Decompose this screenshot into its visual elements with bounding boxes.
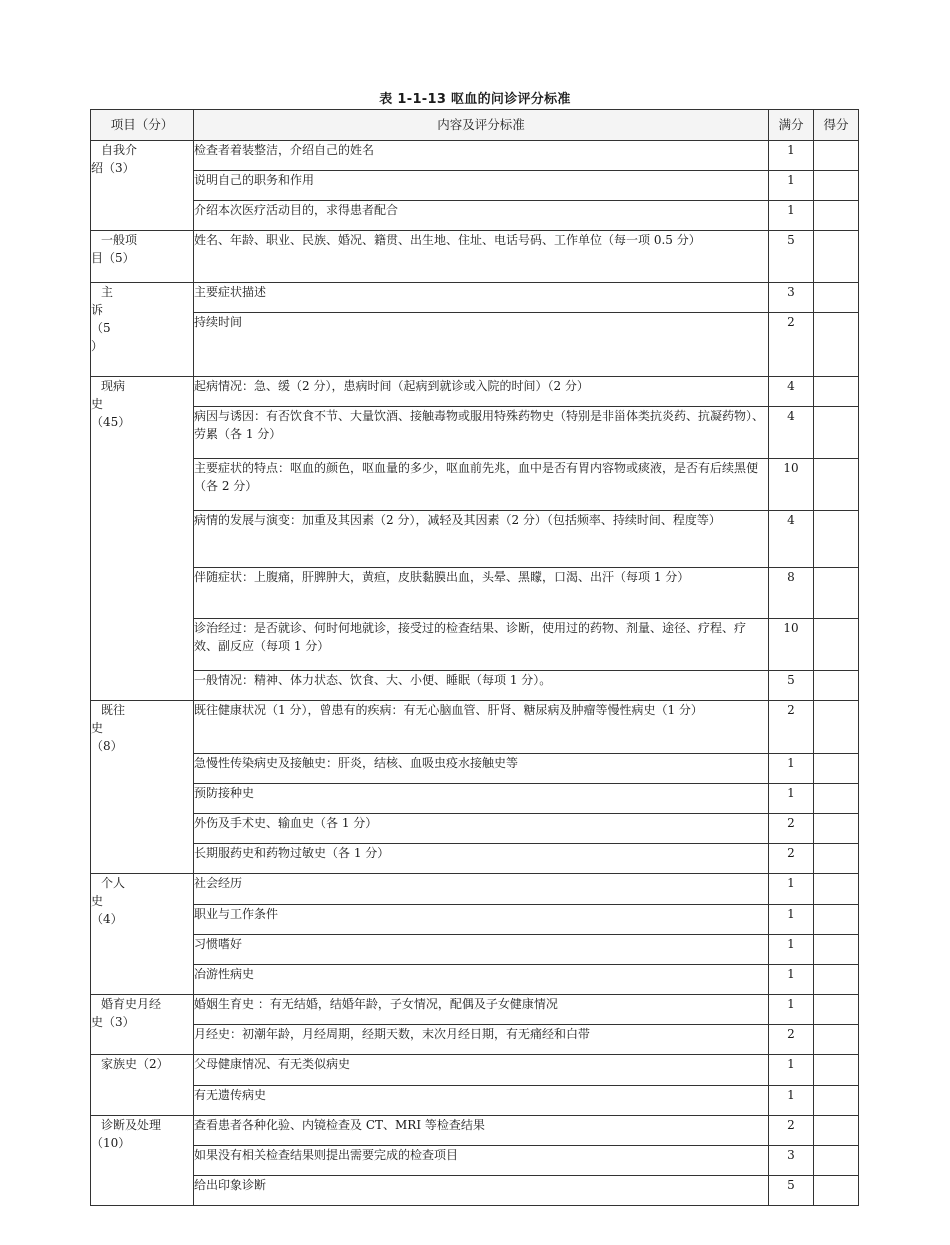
criterion-cell	[194, 283, 769, 313]
full-score-cell: 2	[769, 1025, 814, 1055]
obtained-score-cell[interactable]	[814, 701, 859, 754]
criterion-cell	[194, 407, 769, 459]
obtained-score-cell[interactable]	[814, 1176, 859, 1206]
obtained-score-cell[interactable]	[814, 201, 859, 231]
section-name-cell	[91, 377, 194, 701]
header-full-score: 满分	[769, 110, 814, 141]
table-row	[91, 814, 859, 844]
scoring-table	[90, 109, 859, 1206]
obtained-score-cell[interactable]	[814, 568, 859, 619]
obtained-score-cell[interactable]	[814, 377, 859, 407]
criterion-cell	[194, 459, 769, 511]
obtained-score-cell[interactable]	[814, 407, 859, 459]
criterion-text: 检查者着装整洁，介绍自己的姓名	[194, 143, 375, 157]
table-row	[91, 905, 859, 935]
section-name: 个人 史 （4）	[91, 876, 126, 926]
criterion-cell	[194, 844, 769, 874]
obtained-score-cell[interactable]	[814, 141, 859, 171]
criterion-cell	[194, 814, 769, 844]
full-score-cell: 3	[769, 283, 814, 313]
table-row	[91, 671, 859, 701]
table-row	[91, 1025, 859, 1055]
criterion-text: 伴随症状：上腹痛，肝脾肿大，黄疸，皮肤黏膜出血，头晕、黑矇，口渴、出汗（每项 1 分）	[194, 570, 690, 584]
criterion-cell	[194, 784, 769, 814]
section-name-cell	[91, 995, 194, 1055]
criterion-cell	[194, 171, 769, 201]
criterion-cell	[194, 905, 769, 935]
criterion-cell	[194, 1086, 769, 1116]
obtained-score-cell[interactable]	[814, 1086, 859, 1116]
table-row	[91, 511, 859, 568]
criterion-cell	[194, 1116, 769, 1146]
obtained-score-cell[interactable]	[814, 1116, 859, 1146]
table-title: 表 1-1-13 呕血的问诊评分标准	[379, 92, 571, 107]
full-score-cell: 4	[769, 377, 814, 407]
full-score-cell: 3	[769, 1146, 814, 1176]
obtained-score-cell[interactable]	[814, 511, 859, 568]
criterion-text: 如果没有相关检查结果则提出需要完成的检查项目	[194, 1148, 459, 1162]
criterion-cell	[194, 141, 769, 171]
full-score-cell: 1	[769, 935, 814, 965]
criterion-text: 有无遗传病史	[194, 1088, 267, 1102]
table-row	[91, 874, 859, 905]
criterion-cell	[194, 1146, 769, 1176]
criterion-cell	[194, 377, 769, 407]
criterion-text: 一般情况：精神、体力状态、饮食、大、小便、睡眠（每项 1 分）。	[194, 673, 552, 687]
obtained-score-cell[interactable]	[814, 814, 859, 844]
full-score-cell: 1	[769, 754, 814, 784]
criterion-text: 病情的发展与演变：加重及其因素（2 分），减轻及其因素（2 分）（包括频率、持续时间、程度等）	[194, 513, 721, 527]
criterion-cell	[194, 568, 769, 619]
full-score-cell: 8	[769, 568, 814, 619]
criterion-text: 父母健康情况、有无类似病史	[194, 1057, 351, 1071]
table-body	[91, 141, 859, 1206]
obtained-score-cell[interactable]	[814, 754, 859, 784]
section-name-cell	[91, 1055, 194, 1116]
criterion-text: 预防接种史	[194, 786, 255, 800]
full-score-cell: 5	[769, 1176, 814, 1206]
full-score-cell: 1	[769, 905, 814, 935]
table-row	[91, 407, 859, 459]
criterion-text: 主要症状描述	[194, 285, 267, 299]
criterion-text: 诊治经过：是否就诊、何时何地就诊，接受过的检查结果、诊断，使用过的药物、剂量、途径、疗程、疗效、副反应（每项 1 分）	[194, 621, 747, 653]
table-row	[91, 171, 859, 201]
criterion-text: 习惯嗜好	[194, 937, 243, 951]
section-name-cell	[91, 701, 194, 874]
criterion-text: 起病情况：急、缓（2 分），患病时间（起病到就诊或入院的时间）（2 分）	[194, 379, 589, 393]
table-row	[91, 1116, 859, 1146]
header-content: 内容及评分标准	[194, 110, 769, 141]
obtained-score-cell[interactable]	[814, 965, 859, 995]
table-row	[91, 313, 859, 377]
table-row	[91, 377, 859, 407]
table-row	[91, 1055, 859, 1086]
full-score-cell: 2	[769, 1116, 814, 1146]
section-name: 主 诉 （5 ）	[91, 285, 114, 353]
obtained-score-cell[interactable]	[814, 671, 859, 701]
table-row	[91, 754, 859, 784]
criterion-text: 职业与工作条件	[194, 907, 279, 921]
header-obtained-score: 得分	[814, 110, 859, 141]
obtained-score-cell[interactable]	[814, 905, 859, 935]
obtained-score-cell[interactable]	[814, 313, 859, 377]
criterion-cell	[194, 1055, 769, 1086]
criterion-cell	[194, 754, 769, 784]
full-score-cell: 10	[769, 619, 814, 671]
obtained-score-cell[interactable]	[814, 784, 859, 814]
full-score-cell: 10	[769, 459, 814, 511]
table-row	[91, 784, 859, 814]
criterion-text: 给出印象诊断	[194, 1178, 267, 1192]
criterion-text: 长期服药史和药物过敏史（各 1 分）	[194, 846, 390, 860]
section-name-cell	[91, 283, 194, 377]
section-name: 家族史（2）	[101, 1057, 169, 1071]
section-name: 既往 史 （8）	[91, 703, 126, 753]
section-name-cell	[91, 141, 194, 231]
obtained-score-cell[interactable]	[814, 844, 859, 874]
criterion-text: 既往健康状况（1 分），曾患有的疾病：有无心脑血管、肝肾、糖尿病及肿瘤等慢性病史（1 分）	[194, 703, 703, 717]
full-score-cell: 1	[769, 965, 814, 995]
obtained-score-cell[interactable]	[814, 1055, 859, 1086]
obtained-score-cell[interactable]	[814, 283, 859, 313]
criterion-cell	[194, 995, 769, 1025]
full-score-cell: 1	[769, 201, 814, 231]
criterion-cell	[194, 701, 769, 754]
criterion-text: 病因与诱因：有否饮食不节、大量饮酒、接触毒物或服用特殊药物史（特别是非甾体类抗炎药、抗凝药物）、劳累（各 1 分）	[194, 409, 765, 441]
criterion-text: 月经史：初潮年龄，月经周期，经期天数，末次月经日期，有无痛经和白带	[194, 1027, 591, 1041]
full-score-cell: 2	[769, 313, 814, 377]
criterion-cell	[194, 313, 769, 377]
criterion-cell	[194, 619, 769, 671]
criterion-text: 说明自己的职务和作用	[194, 173, 315, 187]
table-header-row	[91, 110, 859, 141]
section-name: 婚育史月经 史（3）	[91, 997, 162, 1029]
table-row	[91, 844, 859, 874]
table-row	[91, 201, 859, 231]
criterion-text: 主要症状的特点：呕血的颜色，呕血量的多少，呕血前先兆，血中是否有胃内容物或痰液，是否有后续黑便（各 2 分）	[194, 461, 759, 493]
criterion-cell	[194, 1025, 769, 1055]
table-row	[91, 568, 859, 619]
full-score-cell: 2	[769, 844, 814, 874]
full-score-cell: 4	[769, 511, 814, 568]
full-score-cell: 5	[769, 671, 814, 701]
table-row	[91, 1146, 859, 1176]
table-row	[91, 231, 859, 283]
obtained-score-cell[interactable]	[814, 619, 859, 671]
full-score-cell: 1	[769, 141, 814, 171]
criterion-cell	[194, 231, 769, 283]
criterion-text: 查看患者各种化验、内镜检查及 CT、MRI 等检查结果	[194, 1118, 485, 1132]
section-name: 诊断及处理 （10）	[91, 1118, 162, 1150]
table-row	[91, 619, 859, 671]
full-score-cell: 1	[769, 784, 814, 814]
full-score-cell: 2	[769, 814, 814, 844]
full-score-cell: 5	[769, 231, 814, 283]
full-score-cell: 1	[769, 995, 814, 1025]
obtained-score-cell[interactable]	[814, 171, 859, 201]
section-name-cell	[91, 874, 194, 995]
header-project: 项目（分）	[91, 110, 194, 141]
table-row	[91, 1176, 859, 1206]
table-row	[91, 1086, 859, 1116]
table-row	[91, 701, 859, 754]
criterion-cell	[194, 1176, 769, 1206]
criterion-text: 社会经历	[194, 876, 243, 890]
criterion-text: 外伤及手术史、输血史（各 1 分）	[194, 816, 378, 830]
obtained-score-cell[interactable]	[814, 231, 859, 283]
obtained-score-cell[interactable]	[814, 459, 859, 511]
criterion-text: 介绍本次医疗活动目的，求得患者配合	[194, 203, 399, 217]
table-row	[91, 141, 859, 171]
obtained-score-cell[interactable]	[814, 874, 859, 905]
section-name-cell	[91, 231, 194, 283]
obtained-score-cell[interactable]	[814, 935, 859, 965]
full-score-cell: 2	[769, 701, 814, 754]
table-row	[91, 283, 859, 313]
criterion-cell	[194, 935, 769, 965]
criterion-cell	[194, 874, 769, 905]
criterion-cell	[194, 965, 769, 995]
section-name-cell	[91, 1116, 194, 1206]
criterion-cell	[194, 511, 769, 568]
criterion-text: 婚姻生育史 ：有无结婚，结婚年龄，子女情况，配偶及子女健康情况	[194, 997, 558, 1011]
section-name: 自我介 绍（3）	[91, 143, 138, 175]
full-score-cell: 1	[769, 171, 814, 201]
criterion-text: 持续时间	[194, 315, 243, 329]
full-score-cell: 1	[769, 1055, 814, 1086]
criterion-text: 冶游性病史	[194, 967, 255, 981]
table-row	[91, 965, 859, 995]
criterion-text: 姓名、年龄、职业、民族、婚况、籍贯、出生地、住址、电话号码、工作单位（每一项 0.5 分）	[194, 233, 701, 247]
obtained-score-cell[interactable]	[814, 1025, 859, 1055]
criterion-cell	[194, 201, 769, 231]
table-row	[91, 995, 859, 1025]
full-score-cell: 4	[769, 407, 814, 459]
table-row	[91, 935, 859, 965]
obtained-score-cell[interactable]	[814, 1146, 859, 1176]
obtained-score-cell[interactable]	[814, 995, 859, 1025]
table-row	[91, 459, 859, 511]
section-name: 现病 史 （45）	[91, 379, 131, 429]
full-score-cell: 1	[769, 874, 814, 905]
criterion-cell	[194, 671, 769, 701]
full-score-cell: 1	[769, 1086, 814, 1116]
criterion-text: 急慢性传染病史及接触史：肝炎，结核、血吸虫疫水接触史等	[194, 756, 519, 770]
section-name: 一般项 目（5）	[91, 233, 138, 265]
